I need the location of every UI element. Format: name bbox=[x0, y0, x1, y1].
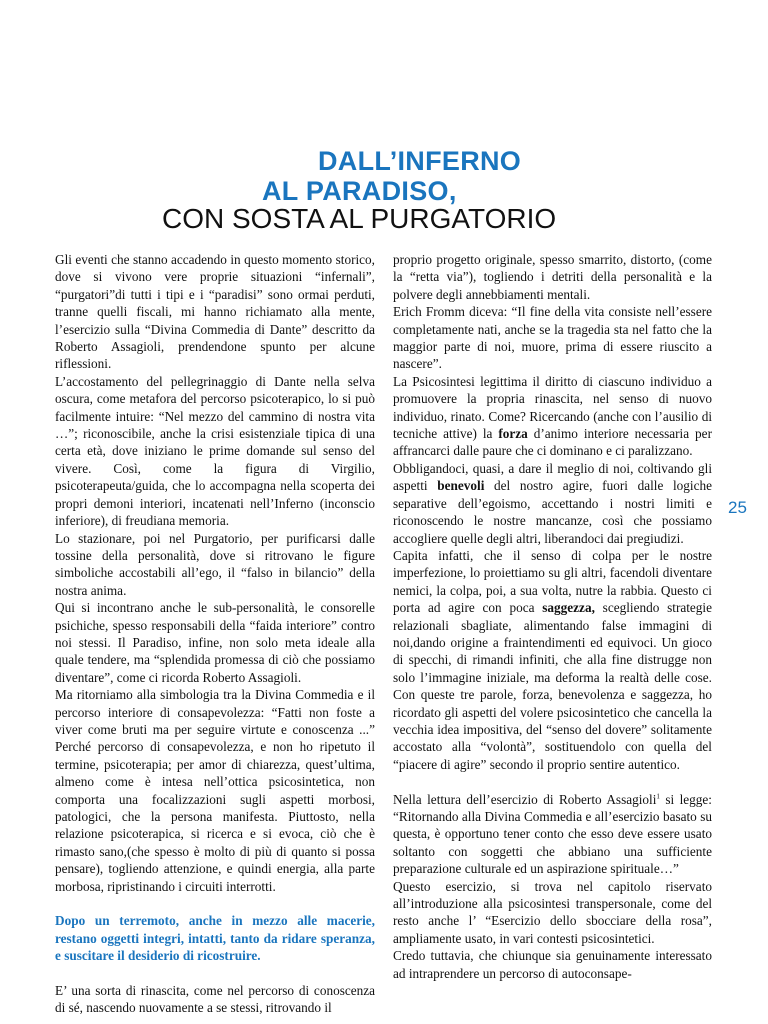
article-title-line-2: AL PARADISO, bbox=[262, 176, 457, 206]
paragraph: Nella lettura dell’esercizio di Roberto Assagioli$^1$ si legge: “Ritornando alla Divina Commedia e all’esercizio basato su questa, è opportuno tener conto che esso deve essere usato soltanto con soggetti che abbiano una sufficiente preparazione culturale ed un aspirazione spirituale…” bbox=[393, 791, 712, 877]
paragraph: L’accostamento del pellegrinaggio di Dante nella selva oscura, come metafora del percorso psicoterapico, lo si può facilmente intuire: “Nel mezzo del cammino di nostra vita …”; riconoscibile, anche la crisi esistenziale tipica di una certa età, dove iniziano le prime domande sul senso del vivere. Così, come la figura di Virgilio, psicoterapeuta/guida, che lo accompagna nella scoperta dei propri demoni interiori, incatenati nell’Inferno (inconscio inferiore), di freudiana memoria. bbox=[55, 373, 375, 529]
paragraph: proprio progetto originale, spesso smarrito, distorto, (come la “retta via”), togliendo i detriti della personalità e la polvere degli annebbiamenti mentali. bbox=[393, 252, 712, 302]
paragraph: Qui si incontrano anche le sub-personalità, le consorelle psichiche, spesso responsabili della “faida interiore” contro noi stessi. Il Paradiso, infine, non solo meta ideale alla quale tendere, ma “splendida promessa di ciò che possiamo diventare”, come ci ricorda Roberto Assagioli. bbox=[55, 600, 375, 685]
page-number: 25 bbox=[728, 498, 747, 517]
paragraph: E’ una sorta di rinascita, come nel percorso di conoscenza di sé, nascendo nuovamente a se stessi, ritrovando il bbox=[55, 983, 375, 1016]
paragraph: Questo esercizio, si trova nel capitolo riservato all’introduzione alla psicosintesi transpersonale, come del resto anche l’ “Esercizio dello sbocciare della rosa”, ampliamente usato, in vari contesti psicosintetici. bbox=[393, 878, 712, 946]
bold-term-benevoli: benevoli bbox=[437, 478, 485, 494]
article-title-line-1: DALL’INFERNO bbox=[318, 146, 522, 176]
bold-term-saggezza: saggezza, bbox=[542, 600, 595, 616]
bold-term-forza: forza bbox=[498, 426, 528, 442]
paragraph: La Psicosintesi legittima il diritto di ciascuno individuo a promuovere la propria rinascita, nel senso di nuovo individuo, rinato. Come? Ricercando (anche con l’ausilio di tecniche attive) la forza d’animo interiore necessaria per affrancarci dalle paure che ci dominano e ci paralizzano. bbox=[393, 373, 712, 459]
article-subtitle: CON SOSTA AL PURGATORIO bbox=[162, 203, 557, 234]
paragraph: Gli eventi che stanno accadendo in questo momento storico, dove si vivono vere proprie situazioni “infernali”, “purgatori”di tutti i tipi e i “paradisi” sono ormai perduti, tranne quelli fiscali, mi hanno richiamato alla mente, l’esercizio sulla “Divina Commedia di Dante” descritto da Roberto Assagioli, prendendone spunto per alcune riflessioni. bbox=[55, 252, 375, 372]
paragraph: Erich Fromm diceva: “Il fine della vita consiste nell’essere completamente nati, anche se la tragedia sta nel fatto che la maggior parte di noi, muore, prima di essere riuscito a nascere”. bbox=[393, 304, 712, 372]
paragraph: Capita infatti, che il senso di colpa per le nostre imperfezione, lo proiettiamo su gli altri, facendoli diventare nemici, la colpa, poi, a sua volta, nutre la rabbia. Questo ci porta ad agire con poca saggezza, scegliendo strategie relazionali sbagliate, alimentando false immagini di noi,dando origine a fraintendimenti ed equivoci. Un gioco di specchi, di rimandi infiniti, che alla fine distrugge non solo l’immagine iniziale, ma deforma la realtà delle cose. Con queste tre parole, forza, benevolenza e saggezza, ho ricordato gli aspetti del volere psicosintetico che cancella la vecchia idea impositiva, del “senso del dovere” solitamente accostato alla “volontà”, sostituendolo con quella del “piacere di agire” secondo il proprio sentire autentico. bbox=[393, 547, 712, 772]
paragraph: Obbligandoci, quasi, a dare il meglio di noi, coltivando gli aspetti benevoli del nostro agire, fuori dalle logiche separative dell’egoismo, accettando i nostri limiti e riconoscendo le nostre mancanze, così che possiamo accogliere quelle degli altri, liberandoci dai pregiudizi. bbox=[393, 460, 712, 546]
highlight-quote: Dopo un terremoto, anche in mezzo alle macerie, restano oggetti integri, intatti, tanto da ridare speranza, e suscitare il desiderio di ricostruire. bbox=[55, 913, 375, 964]
paragraph: Credo tuttavia, che chiunque sia genuinamente interessato ad intraprendere un percorso di autoconsape- bbox=[393, 948, 712, 981]
right-column bbox=[393, 251, 712, 982]
footnote-marker: 1 bbox=[656, 792, 660, 801]
paragraph: Lo stazionare, poi nel Purgatorio, per purificarsi dalle tossine della personalità, dove si ritrovano le figure simboliche accostabili all’ego, il “falso in bilancio” della nostra anima. bbox=[55, 530, 375, 598]
paragraph: Ma ritorniamo alla simbologia tra la Divina Commedia e il percorso interiore di consapevolezza: “Fatti non foste a viver come bruti ma per seguire virtute e conoscenza ...” Perché percorso di consapevolezza, e non ho ripetuto il termine, psicoterapia; per amor di chiarezza, quest’ultima, almeno come è intesa nell’ottica psicosintetica, non comporta una focalizzazioni sugli aspetti morbosi, patologici, che la persona manifesta. Piuttosto, nella relazione psicoterapica, si ricerca e si evoca, ciò che è rimasto sano,(che spesso è molto di più di quanto si possa pensare), togliendo attenzione, e quindi energia, alla parte morbosa, ripristinando i circuiti interrotti. bbox=[55, 687, 375, 894]
left-column bbox=[55, 251, 375, 1017]
